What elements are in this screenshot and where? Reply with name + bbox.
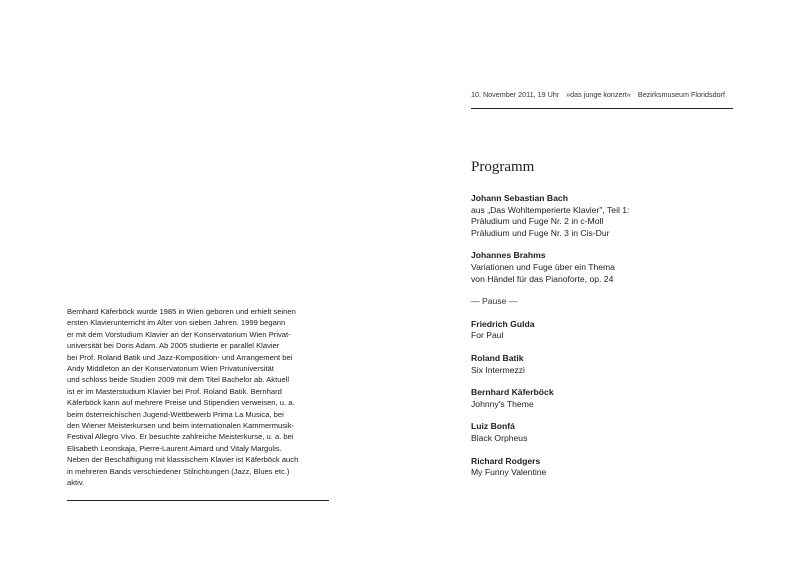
right-page xyxy=(400,0,800,566)
bio-divider xyxy=(67,500,329,501)
program-item xyxy=(471,387,771,410)
bio-line: und schloss beide Studien 2009 mit dem Titel Bachelor ab. Aktuell xyxy=(67,375,290,385)
work-title: Präludium und Fuge Nr. 3 in Cis-Dur xyxy=(471,227,610,238)
event-date: 10. November 2011, 19 Uhr xyxy=(471,90,560,99)
composer-name: Richard Rodgers xyxy=(471,455,541,466)
bio-line: Bernhard Käferböck wurde 1985 in Wien geboren und erhielt seinen xyxy=(67,307,296,316)
composer-name: Luiz Bonfá xyxy=(471,421,515,432)
bio-line: bei Prof. Roland Batik und Jazz-Komposition- und Arrangement bei xyxy=(67,352,293,362)
bio-line: ersten Klavierunterricht im Alter von sieben Jahren. 1999 begann xyxy=(67,318,286,328)
bio-line: den Wiener Meisterkursen und beim internationalen Kammermusik- xyxy=(67,421,295,431)
work-title: Johnny's Theme xyxy=(471,398,534,409)
program-item xyxy=(471,421,771,444)
pause-label: — Pause — xyxy=(471,296,518,307)
bio-line: Neben der Beschäftigung mit klassischem Klavier ist Käferböck auch xyxy=(67,455,299,465)
program-item xyxy=(471,250,771,285)
bio-line: Andy Middleton an der Konservatorium Wien Privatuniversität xyxy=(67,364,274,374)
composer-name: Friedrich Gulda xyxy=(471,318,535,329)
work-title: aus „Das Wohltemperierte Klavier", Teil 1: xyxy=(471,204,630,215)
event-header xyxy=(471,90,733,99)
work-title: Black Orpheus xyxy=(471,432,528,443)
work-title: Variationen und Fuge über ein Thema xyxy=(471,261,615,272)
composer-name: Bernhard Käferböck xyxy=(471,387,554,398)
bio-line: er mit dem Vorstudium Klavier an der Konservatorium Wien Privat- xyxy=(67,329,291,339)
bio-line: in mehreren Bands verschiedener Stilrichtungen (Jazz, Blues etc.) xyxy=(67,466,290,476)
bio-line: ist er im Masterstudium Klavier bei Prof. Roland Batik. Bernhard xyxy=(67,386,282,396)
program-list xyxy=(471,193,771,490)
event-venue: Bezirksmuseum Floridsdorf xyxy=(637,90,725,99)
work-title: My Funny Valentine xyxy=(471,467,547,478)
biography xyxy=(67,306,329,489)
bio-line: Elisabeth Leonskaja, Pierre-Laurent Aimard und Vitaly Margulis. xyxy=(67,443,282,453)
program-item xyxy=(471,193,771,239)
work-title: von Händel für das Pianoforte, op. 24 xyxy=(471,273,614,284)
composer-name: Roland Batik xyxy=(471,352,524,363)
program-item xyxy=(471,456,771,479)
bio-line: Festival Allegro Vivo. Er besuchte zahlreiche Meisterkurse, u. a. bei xyxy=(67,432,294,442)
program-title: Programm xyxy=(471,159,535,175)
program-item xyxy=(471,319,771,342)
program-item xyxy=(471,353,771,376)
work-title: Präludium und Fuge Nr. 2 in c-Moll xyxy=(471,216,604,227)
bio-line: Käferböck kann auf mehrere Preise und Stipendien verweisen, u. a. xyxy=(67,398,295,408)
composer-name: Johann Sebastian Bach xyxy=(471,193,568,203)
bio-line: beim österreichischen Jugend-Wettbewerb Prima La Musica, bei xyxy=(67,409,284,419)
work-title: Six Intermezzi xyxy=(471,364,525,375)
work-title: For Paul xyxy=(471,330,504,341)
header-divider xyxy=(471,108,733,109)
composer-name: Johannes Brahms xyxy=(471,250,546,261)
event-series: »das junge konzert« xyxy=(566,90,631,99)
bio-line: universität bei Doris Adam. Ab 2005 studierte er parallel Klavier xyxy=(67,341,280,351)
bio-line: aktiv. xyxy=(67,478,85,488)
